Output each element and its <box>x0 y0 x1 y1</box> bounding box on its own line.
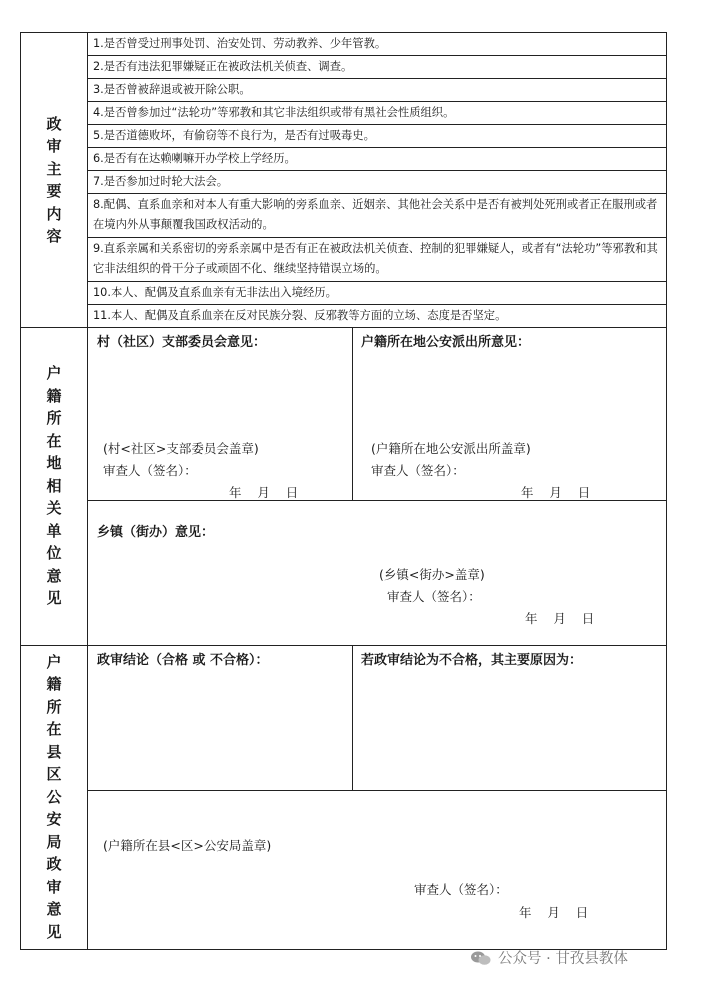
review-section-label <box>21 33 87 327</box>
row-divider <box>87 147 666 148</box>
township-stamp-note: (乡镇<街办>盖章) <box>379 567 485 582</box>
township-heading: 乡镇（街办）意见： <box>97 525 215 540</box>
column-divider <box>352 327 353 500</box>
police-station-stamp-note: (户籍所在地公安派出所盖章) <box>371 441 531 456</box>
row-divider <box>87 281 666 282</box>
review-section-label-text: 政审主要内容 <box>46 114 62 245</box>
row-divider <box>87 500 666 501</box>
police-station-date[interactable]: 年 月 日 <box>521 485 591 500</box>
village-date[interactable]: 年 月 日 <box>229 485 299 500</box>
failure-reason-heading: 若政审结论为不合格，其主要原因为： <box>361 653 583 668</box>
row-divider <box>87 55 666 56</box>
row-divider <box>87 790 666 791</box>
watermark-text: 公众号 · 甘孜县教体 <box>498 951 628 967</box>
row-divider <box>87 237 666 238</box>
row-divider <box>87 170 666 171</box>
county-stamp-note: (户籍所在县<区>公安局盖章) <box>103 838 272 853</box>
county-section-label-text: 户籍所在县区公安局政审意见 <box>46 652 62 941</box>
row-divider <box>87 101 666 102</box>
police-station-reviewer-signature[interactable]: 审查人（签名）： <box>371 463 465 478</box>
review-item-3: 3.是否曾被辞退或被开除公职。 <box>93 83 251 96</box>
local-units-label <box>21 327 87 645</box>
review-item-11: 11.本人、配偶及直系血亲在反对民族分裂、反邪教等方面的立场、态度是否坚定。 <box>93 309 507 322</box>
row-divider <box>87 78 666 79</box>
county-section-label <box>21 645 87 949</box>
village-committee-heading: 村（社区）支部委员会意见： <box>97 335 267 350</box>
watermark <box>470 947 628 968</box>
section-divider <box>21 645 666 646</box>
review-item-10: 10.本人、配偶及直系血亲有无非法出入境经历。 <box>93 286 337 299</box>
review-item-9: 9.直系亲属和关系密切的旁系亲属中是否有正在被政法机关侦查、控制的犯罪嫌疑人，或者有“法轮功”等邪教和其它非法组织的骨干分子或顽固不化、继续坚持错误立场的。 <box>93 242 658 275</box>
review-item-4: 4.是否曾参加过“法轮功”等邪教和其它非法组织或带有黑社会性质组织。 <box>93 106 455 119</box>
row-divider <box>87 124 666 125</box>
review-item-8: 8.配偶、直系血亲和对本人有重大影响的旁系血亲、近姻亲、其他社会关系中是否有被判处死刑或者正在服刑或者在境内外从事颠覆我国政权活动的。 <box>93 198 658 231</box>
police-station-heading: 户籍所在地公安派出所意见： <box>361 335 531 350</box>
row-divider <box>87 304 666 305</box>
review-item-6: 6.是否有在达赖喇嘛开办学校上学经历。 <box>93 152 296 165</box>
local-units-label-text: 户籍所在地相关单位意见 <box>46 364 62 608</box>
conclusion-heading: 政审结论（合格 或 不合格）： <box>97 653 269 668</box>
review-item-5: 5.是否道德败坏，有偷窃等不良行为，是否有过吸毒史。 <box>93 129 375 142</box>
review-item-7: 7.是否参加过时轮大法会。 <box>93 175 229 188</box>
review-item-2: 2.是否有违法犯罪嫌疑正在被政法机关侦查、调查。 <box>93 60 353 73</box>
county-date[interactable]: 年 月 日 <box>519 905 589 920</box>
wechat-icon <box>470 950 492 966</box>
row-divider <box>87 193 666 194</box>
county-reviewer-signature[interactable]: 审查人（签名）： <box>414 882 508 897</box>
political-review-form <box>20 32 667 950</box>
township-reviewer-signature[interactable]: 审查人（签名）： <box>387 589 481 604</box>
section-divider <box>21 327 666 328</box>
village-stamp-note: (村<社区>支部委员会盖章) <box>103 441 259 456</box>
column-divider <box>352 645 353 790</box>
village-reviewer-signature[interactable]: 审查人（签名）： <box>103 463 197 478</box>
township-date[interactable]: 年 月 日 <box>525 611 595 626</box>
review-item-1: 1.是否曾受过刑事处罚、治安处罚、劳动教养、少年管教。 <box>93 37 387 50</box>
